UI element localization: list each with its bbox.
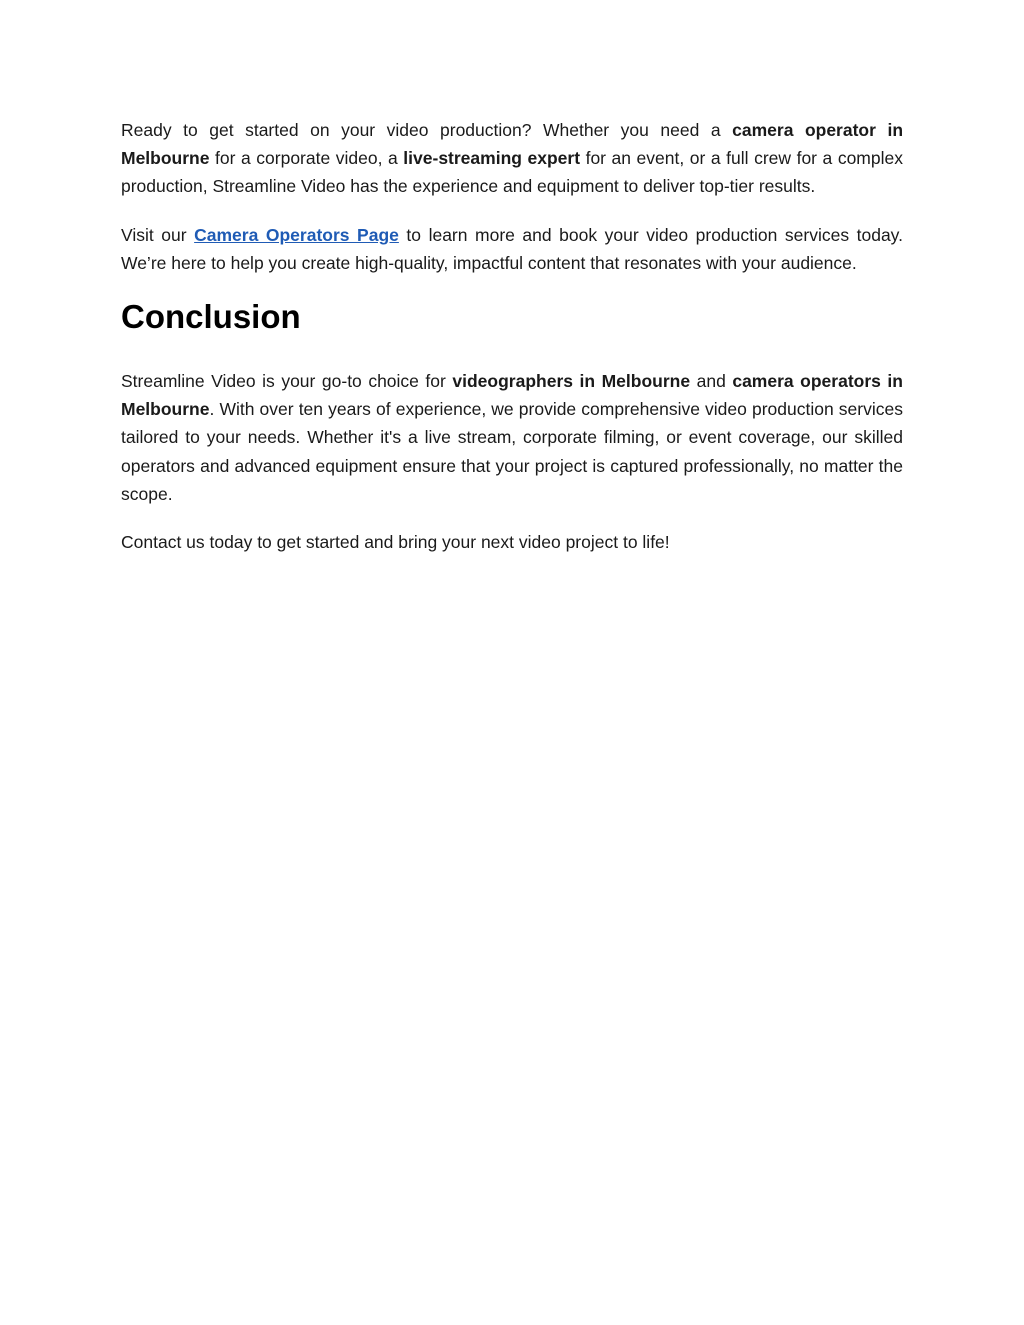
conclusion-text-1: Streamline Video is your go-to choice for bbox=[121, 371, 453, 392]
document-body bbox=[121, 116, 903, 576]
visit-text-1: Visit our bbox=[121, 224, 195, 245]
intro-bold-live-streaming: live-streaming expert bbox=[403, 148, 581, 169]
camera-operators-page-link[interactable]: Camera Operators Page bbox=[194, 224, 399, 245]
intro-text-2: for a corporate video, a bbox=[209, 148, 404, 169]
conclusion-text-3: . With over ten years of experience, we provide comprehensive video production services tailored to your needs. Whether it's a live stream, corporate filming, or event coverage, our skilled operators and advanced equipment ensure that your project is captured professionally, no matter the scope. bbox=[121, 399, 903, 504]
intro-text-3: for an event, or a full crew for a complex production, Streamline Video has the experience and equipment to deliver top-tier results. bbox=[121, 148, 903, 197]
conclusion-bold-videographers: videographers in Melbourne bbox=[452, 371, 691, 392]
conclusion-heading: Conclusion bbox=[121, 298, 301, 336]
intro-text-1: Ready to get started on your video production? Whether you need a bbox=[121, 120, 733, 140]
conclusion-paragraph bbox=[121, 367, 903, 508]
conclusion-text-2: and bbox=[690, 371, 733, 392]
conclusion-bold-camera-operators: camera operators in Melbourne bbox=[121, 371, 903, 420]
intro-bold-camera-operator: camera operator in Melbourne bbox=[121, 120, 904, 169]
contact-paragraph: Contact us today to get started and bring your next video project to life! bbox=[121, 532, 670, 553]
visit-paragraph bbox=[121, 221, 903, 277]
visit-text-2: to learn more and book your video production services today. We’re here to help you create high-quality, impactful content that resonates with your audience. bbox=[121, 224, 903, 273]
intro-paragraph bbox=[121, 116, 903, 201]
